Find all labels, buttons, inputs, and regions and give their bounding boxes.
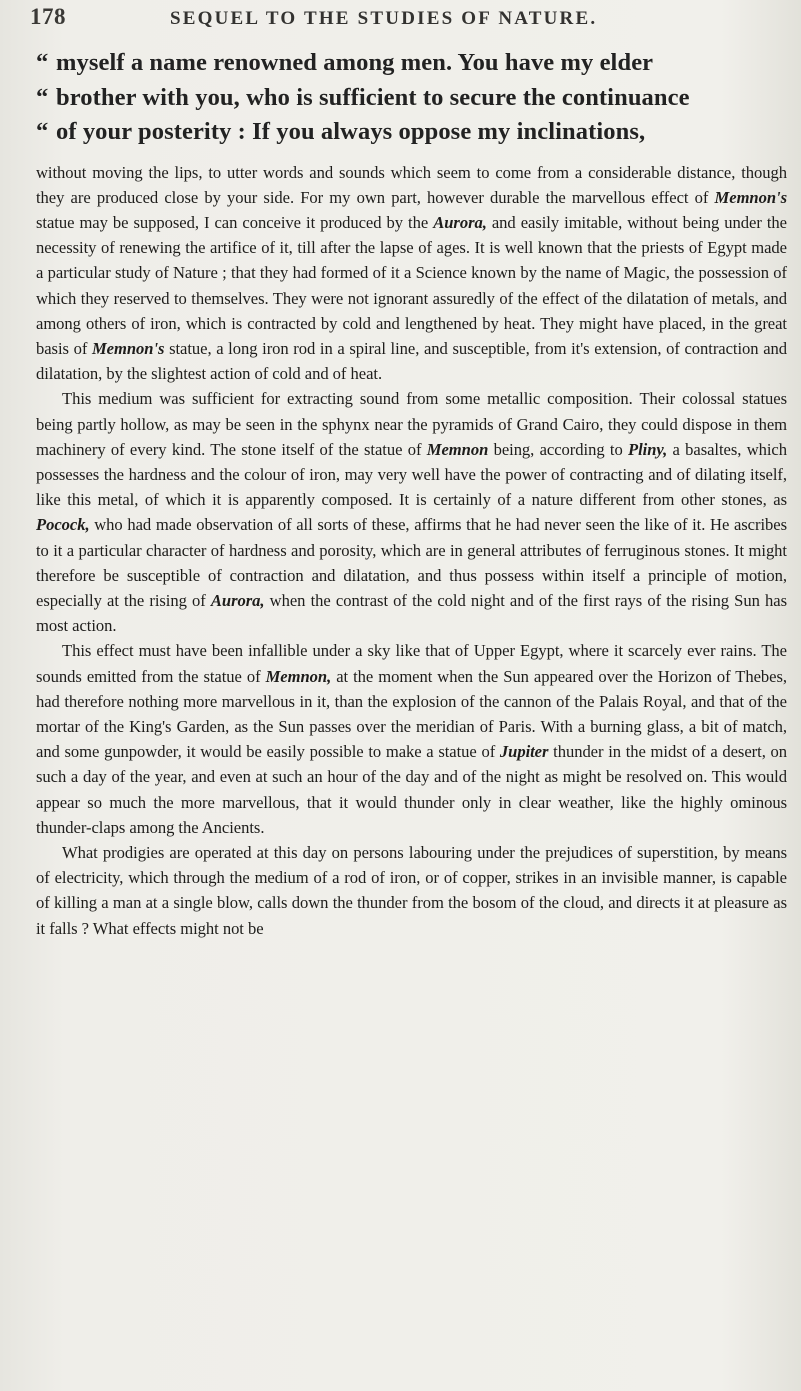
- page-number: 178: [30, 4, 66, 29]
- quote-line-text: brother with you, who is sufficient to secure the continuance: [56, 83, 690, 111]
- quote-line: [36, 46, 787, 81]
- italic-name: Aurora,: [433, 212, 487, 232]
- text-run: when the contrast of the cold night and of the first rays of the rising Sun has most action.: [36, 590, 787, 636]
- text-run: What prodigies are operated at this day on persons labouring under the prejudices of superstition, by means of electricity, which through the medium of a rod of iron, or of copper, strikes in an invisible manner, is capable of killing a man at a single blow, calls down the thunder from the bosom of the cloud, and directs it at pleasure as it falls ? What effects might not be: [36, 842, 787, 938]
- text-run: without moving the lips, to utter words and sounds which seem to come from a considerable distance, though they are produced close by your side. For my own part, however durable the marvellous effect of: [36, 162, 787, 207]
- quote-mark: “: [36, 118, 49, 145]
- text-run: statue, a long iron rod in a spiral line, and susceptible, from it's extension, of contraction and dilatation, by the slightest action of cold and of heat.: [36, 338, 788, 384]
- paragraph: [36, 386, 787, 638]
- text-run: who had made observation of all sorts of these, affirms that he had never seen the like of it. He ascribes to it a particular character of hardness and porosity, which are in general attributes of ferruginous stones. It might therefore be susceptible of contraction and dilatation, and thus possess within itself a principle of motion, especially at the rising of: [36, 515, 787, 610]
- paragraph: [36, 160, 787, 387]
- text-run: at the moment when the Sun appeared over the Horizon of Thebes, had therefore nothing more marvellous in it, than the explosion of the cannon of the Palais Royal, and that of the mortar of the King's Garden, as the Sun passes over the meridian of Paris. With a burning glass, a bit of match, and some gunpowder, it would be easily possible to make a statue of: [36, 666, 787, 762]
- text-run: This medium was sufficient for extracting sound from some metallic composition. Their colossal statues being partly hollow, as may be seen in the sphynx near the pyramids of Grand Cairo, they could dispose in them machinery of every kind. The stone itself of the statue of: [36, 389, 787, 459]
- italic-name: Pliny,: [628, 439, 668, 459]
- page-header: [30, 4, 787, 44]
- text-run: statue may be supposed, I can conceive it produced by the: [36, 212, 434, 232]
- paragraph: [36, 840, 787, 941]
- quoted-speech: [36, 46, 787, 150]
- quote-line-text: myself a name renowned among men. You have my elder: [56, 49, 654, 76]
- quote-mark: “: [36, 83, 49, 111]
- text-run: This effect must have been infallible under a sky like that of Upper Egypt, where it scarcely ever rains. The sounds emitted from the statue of: [36, 641, 787, 686]
- quote-line: [36, 81, 787, 116]
- text-run: a basaltes, which possesses the hardness and the colour of iron, may very well have the power of contracting and of dilating itself, like this metal, of which it is apparently composed. It is certainly of a nature different from other stones, as: [36, 439, 787, 510]
- italic-name: Pocock,: [36, 515, 90, 535]
- italic-name: Memnon's: [714, 187, 787, 207]
- quote-line: [36, 115, 787, 150]
- paragraph: [36, 638, 787, 840]
- body-text: [36, 160, 787, 941]
- quote-line-text: of your posterity : If you always oppose my inclinations,: [56, 118, 646, 145]
- quote-mark: “: [36, 49, 49, 76]
- italic-name: Memnon: [426, 439, 489, 459]
- italic-name: Memnon,: [265, 666, 332, 686]
- running-head: SEQUEL TO THE STUDIES OF NATURE.: [170, 8, 598, 29]
- italic-name: Aurora,: [210, 590, 265, 610]
- text-run: and easily imitable, without being under the necessity of renewing the artifice of it, till after the lapse of ages. It is well known that the priests of Egypt made a particular study of Nature ; that they had formed of it a Science known by the name of Magic, the possession of which they reserved to themselves. They were not ignorant assuredly of the effect of the dilatation of metals, and among others of iron, which is contracted by cold and lengthened by heat. They might have placed, in the great basis of: [36, 212, 787, 358]
- italic-name: Jupiter: [499, 742, 549, 762]
- italic-name: Memnon's: [91, 338, 165, 358]
- text-run: being, according to: [488, 439, 629, 459]
- text-run: thunder in the midst of a desert, on such a day of the year, and even at such an hour of the day and of the night as might be resolved on. This would appear so much the more marvellous, that it would thunder only in clear weather, like the highly ominous thunder-claps among the Ancients.: [36, 742, 788, 837]
